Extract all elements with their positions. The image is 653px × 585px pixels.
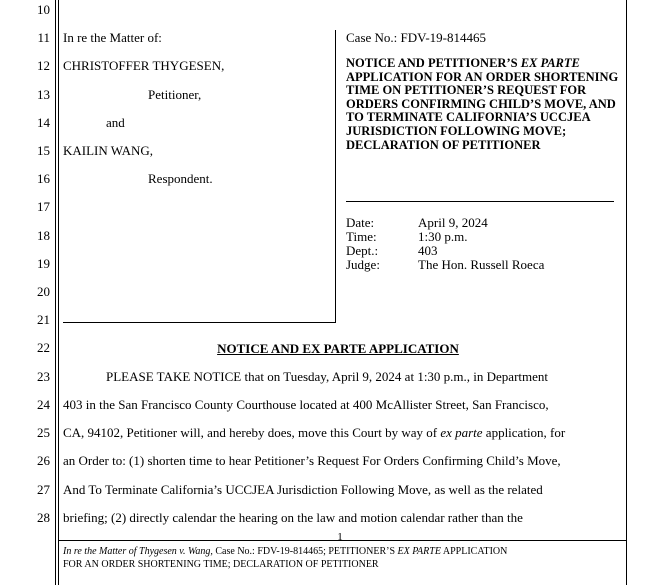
line-number: 27 (37, 482, 50, 497)
line-number: 14 (37, 115, 50, 130)
section-heading: NOTICE AND EX PARTE APPLICATION (217, 341, 459, 356)
judge-label: Judge: (346, 257, 380, 272)
dept-label: Dept.: (346, 243, 379, 258)
line-number: 19 (37, 256, 50, 271)
body-text: application, for (482, 425, 566, 440)
respondent-label: Respondent. (148, 171, 213, 186)
body-text: CA, 94102, Petitioner will, and hereby does, move this Court by way of (63, 425, 441, 440)
left-margin-rule (58, 0, 59, 585)
line-number: 21 (37, 312, 50, 327)
footer-italic: EX PARTE (397, 546, 441, 557)
left-margin-rule (55, 0, 56, 585)
document-title (346, 57, 621, 152)
line-number: 18 (37, 228, 50, 243)
time-label: Time: (346, 229, 377, 244)
respondent-name: KAILIN WANG, (63, 143, 154, 158)
body-line: 403 in the San Francisco County Courthouse located at 400 McAllister Street, San Francisco, (63, 397, 549, 412)
hearing-time: 1:30 p.m. (418, 229, 468, 244)
footer-line-1 (63, 545, 507, 558)
petitioner-label: Petitioner, (148, 87, 202, 102)
body-italic: ex parte (440, 425, 483, 440)
title-italic: EX PARTE (520, 56, 580, 70)
footer-text: APPLICATION (440, 546, 508, 557)
line-number: 17 (37, 199, 50, 214)
hearing-judge: The Hon. Russell Roeca (418, 257, 545, 272)
hearing-dept: 403 (418, 243, 438, 258)
petitioner-name: CHRISTOFFER THYGESEN, (63, 58, 225, 73)
caption-in-re: In re the Matter of: (63, 30, 162, 45)
line-number: 12 (37, 58, 50, 73)
footer-text: Case No.: FDV-19-814465; PETITIONER’S (212, 546, 398, 557)
title-bottom-rule (346, 201, 614, 202)
line-number: 15 (37, 143, 50, 158)
body-line (63, 425, 565, 441)
caption-divider (335, 30, 336, 322)
date-label: Date: (346, 215, 375, 230)
body-line: PLEASE TAKE NOTICE that on Tuesday, April 9, 2024 at 1:30 p.m., in Department (106, 369, 549, 384)
line-number: 22 (37, 340, 50, 355)
body-line: And To Terminate California’s UCCJEA Jurisdiction Following Move, as well as the related (63, 482, 543, 497)
line-number: 11 (37, 30, 50, 45)
line-number: 26 (37, 453, 50, 468)
hearing-date: April 9, 2024 (418, 215, 488, 230)
line-number: 10 (37, 2, 50, 17)
line-number: 13 (37, 87, 50, 102)
line-number: 23 (37, 369, 50, 384)
caption-bottom-rule (63, 322, 336, 323)
body-line: briefing; (2) directly calendar the hearing on the law and motion calendar rather than the (63, 510, 523, 525)
hearing-info (346, 216, 544, 272)
page-number: 1 (337, 531, 343, 543)
line-number: 16 (37, 171, 50, 186)
right-margin-rule (626, 0, 627, 585)
footer-italic: In re the Matter of Thygesen v. Wang, (63, 546, 213, 557)
body-line: an Order to: (1) shorten time to hear Petitioner’s Request For Orders Confirming Child’s Move, (63, 453, 561, 468)
line-number: 28 (37, 510, 50, 525)
title-part1: NOTICE AND PETITIONER’S (346, 56, 521, 70)
line-number: 25 (37, 425, 50, 440)
title-part2: APPLICATION FOR AN ORDER SHORTENING TIME ON PETITIONER’S REQUEST FOR ORDERS CONFIRMING CHILD’S MOVE, AND TO TERMINATE CALIFORNIA’S UCCJEA JURISDICTION FOLLOWING MOVE; DECLARATION OF PETITIONER (346, 69, 619, 152)
case-number: Case No.: FDV-19-814465 (346, 30, 486, 45)
caption-and: and (106, 115, 125, 130)
line-number: 20 (37, 284, 50, 299)
footer (63, 545, 507, 571)
line-number: 24 (37, 397, 50, 412)
footer-line-2: FOR AN ORDER SHORTENING TIME; DECLARATION OF PETITIONER (63, 559, 379, 570)
